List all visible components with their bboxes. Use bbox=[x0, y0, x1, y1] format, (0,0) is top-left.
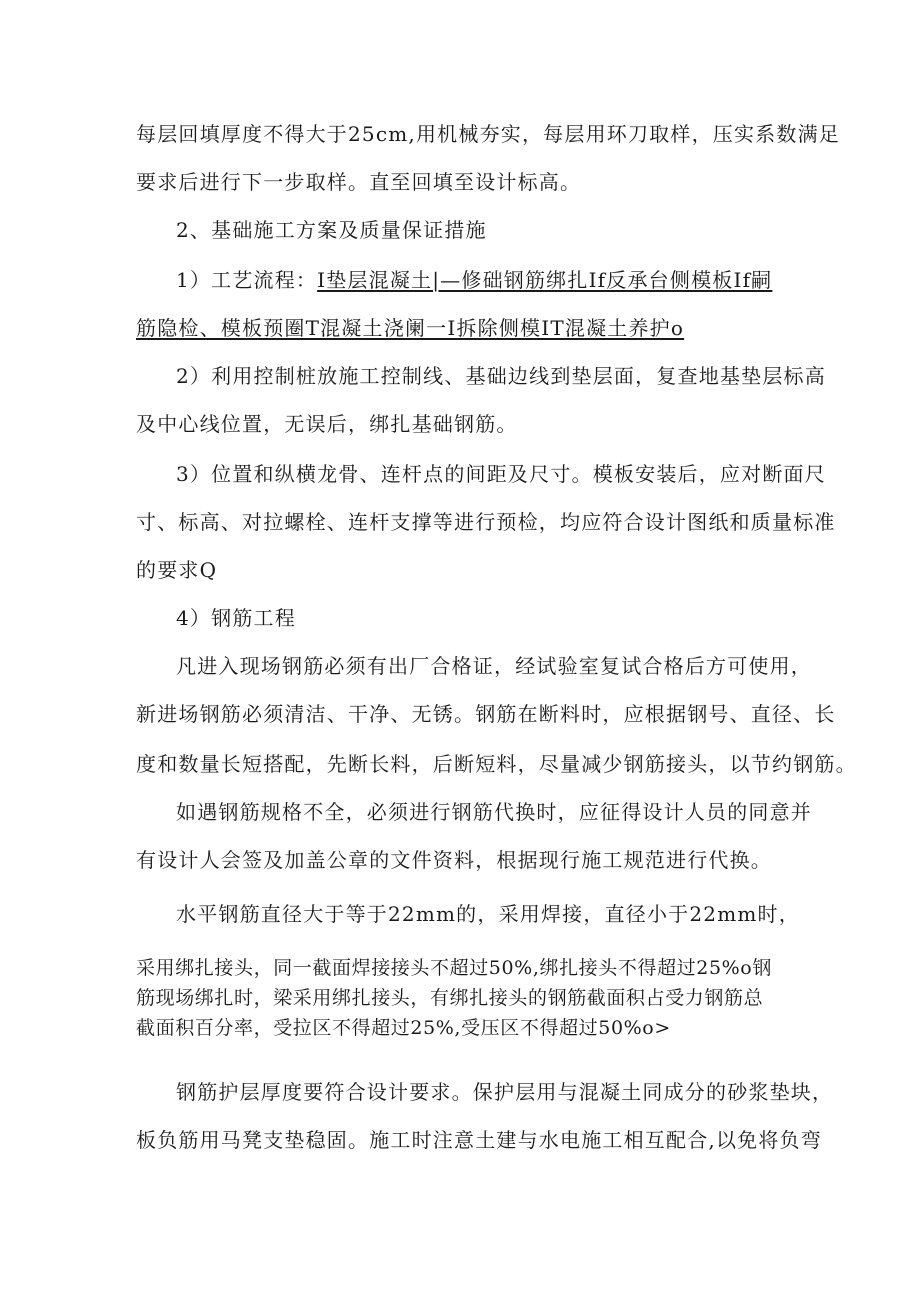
text-line: 凡进入现场钢筋必须有出厂合格证，经试验室复试合格后方可使用， bbox=[176, 654, 812, 678]
text-line: 新进场钢筋必须清洁、干净、无锈。钢筋在断料时，应根据钢号、直径、长 bbox=[136, 702, 836, 726]
text-line: 2）利用控制桩放施工控制线、基础边线到垫层面，复查地基垫层标高 bbox=[176, 364, 826, 388]
text-line: 如遇钢筋规格不全，必须进行钢筋代换时，应征得设计人员的同意并 bbox=[176, 800, 812, 824]
text-line: 及中心线位置，无误后，绑扎基础钢筋。 bbox=[136, 412, 518, 436]
flow-steps: I垫层混凝土|—修础钢筋绑扎If反承台侧模板If嗣 bbox=[317, 268, 773, 292]
text-line: 每层回填厚度不得大于25cm,用机械夯实，每层用环刀取样，压实系数满足 bbox=[136, 122, 840, 146]
flow-steps-continued: 筋隐检、模板预圈T混凝土浇阑一I拆除侧模IT混凝土养护o bbox=[136, 316, 685, 340]
text-line bbox=[176, 266, 772, 294]
text-line: 的要求Q bbox=[136, 558, 218, 582]
text-line: 钢筋护层厚度要符合设计要求。保护层用与混凝土同成分的砂浆垫块， bbox=[176, 1080, 834, 1104]
text-line: 有设计人会签及加盖公章的文件资料，根据现行施工规范进行代换。 bbox=[136, 848, 772, 872]
text-line: 要求后进行下一步取样。直至回填至设计标高。 bbox=[136, 170, 582, 194]
text-line: 板负筋用马凳支垫稳固。施工时注意土建与水电施工相互配合,以免将负弯 bbox=[136, 1128, 822, 1152]
text-line: 采用绑扎接头，同一截面焊接接头不超过50%,绑扎接头不得超过25%o钢 bbox=[136, 957, 772, 979]
text-line: 截面积百分率，受拉区不得超过25%,受压区不得超过50%o> bbox=[136, 1017, 671, 1039]
section-heading: 2、基础施工方案及质量保证措施 bbox=[176, 218, 487, 242]
flow-label: 1）工艺流程： bbox=[176, 268, 318, 292]
text-line: 3）位置和纵横龙骨、连杆点的间距及尺寸。模板安装后，应对断面尺 bbox=[176, 462, 826, 486]
text-line: 筋现场绑扎时，梁采用绑扎接头，有绑扎接头的钢筋截面积占受力钢筋总 bbox=[136, 987, 764, 1009]
text-line: 度和数量长短搭配，先断长料，后断短料，尽量减少钢筋接头，以节约钢筋。 bbox=[136, 752, 857, 776]
text-line: 水平钢筋直径大于等于22mm的，采用焊接，直径小于22mm时， bbox=[176, 902, 800, 926]
section-heading: 4）钢筋工程 bbox=[176, 606, 296, 630]
text-line: 寸、标高、对拉螺栓、连杆支撑等进行预检，均应符合设计图纸和质量标准 bbox=[136, 510, 836, 534]
